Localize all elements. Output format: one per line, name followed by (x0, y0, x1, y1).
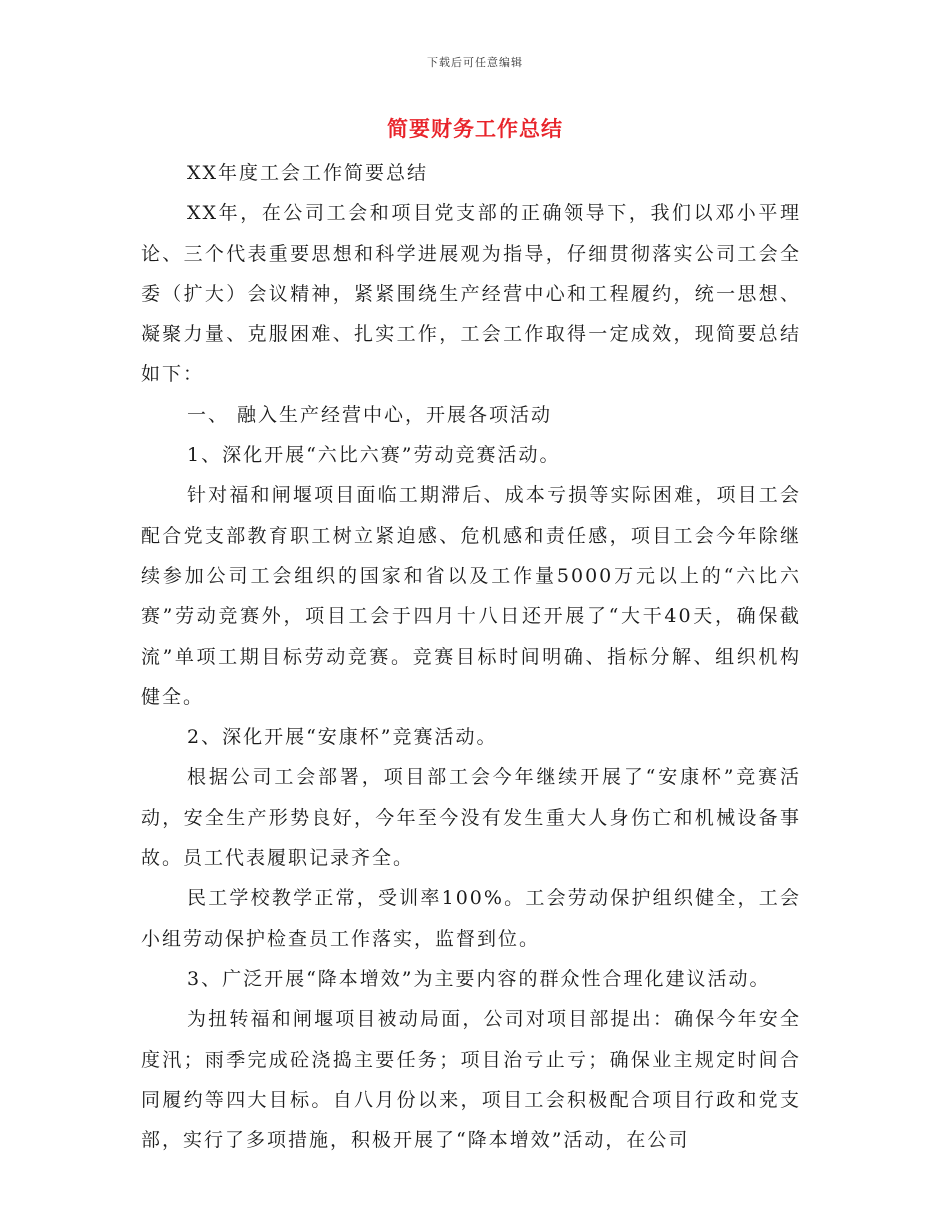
subsection-heading-1: 1、深化开展“六比六赛”劳动竞赛活动。 (187, 444, 561, 467)
paragraph-cost-reduction: 为扭转福和闸堰项目被动局面，公司对项目部提出：确保今年安全度汛；雨季完成砼浇捣主要任务；项目治亏止亏；确保业主规定时间合同履约等四大目标。自八月份以来，项目工会积极配合项目行政和党支部，实行了多项措施，积极开展了“降本增效”活动，在公司 (141, 1008, 801, 1152)
paragraph-ankang-cup: 根据公司工会部署，项目部工会今年继续开展了“安康杯”竞赛活动，安全生产形势良好，今年至今没有发生重大人身伤亡和机械设备事故。员工代表履职记录齐全。 (141, 766, 801, 870)
section-heading-1: 一、 融入生产经营中心，开展各项活动 (187, 403, 553, 426)
subsection-heading-2: 2、深化开展“安康杯”竞赛活动。 (187, 726, 498, 749)
subsection-heading-3: 3、广泛开展“降本增效”为主要内容的群众性合理化建议活动。 (187, 967, 771, 990)
paragraph-subtitle: XX年度工会工作简要总结 (187, 162, 429, 184)
paragraph-intro: XX年，在公司工会和项目党支部的正确领导下，我们以邓小平理论、三个代表重要思想和科学进展观为指导，仔细贯彻落实公司工会全委（扩大）会议精神，紧紧围绕生产经营中心和工程履约，统一思想、凝聚力量、克服困难、扎实工作，工会工作取得一定成效，现简要总结如下： (141, 202, 801, 386)
document-title: 简要财务工作总结 (387, 116, 563, 141)
paragraph-competition: 针对福和闸堰项目面临工期滞后、成本亏损等实际困难，项目工会配合党支部教育职工树立紧迫感、危机感和责任感，项目工会今年除继续参加公司工会组织的国家和省以及工作量5000万元以上的“六比六赛”劳动竞赛外，项目工会于四月十八日还开展了“大干40天，确保截流”单项工期目标劳动竞赛。竞赛目标时间明确、指标分解、组织机构健全。 (141, 484, 801, 708)
page-header-note: 下载后可任意编辑 (427, 56, 523, 69)
paragraph-worker-school: 民工学校教学正常，受训率100%。工会劳动保护组织健全，工会小组劳动保护检查员工作落实，监督到位。 (141, 887, 801, 950)
document-body (141, 153, 801, 1160)
